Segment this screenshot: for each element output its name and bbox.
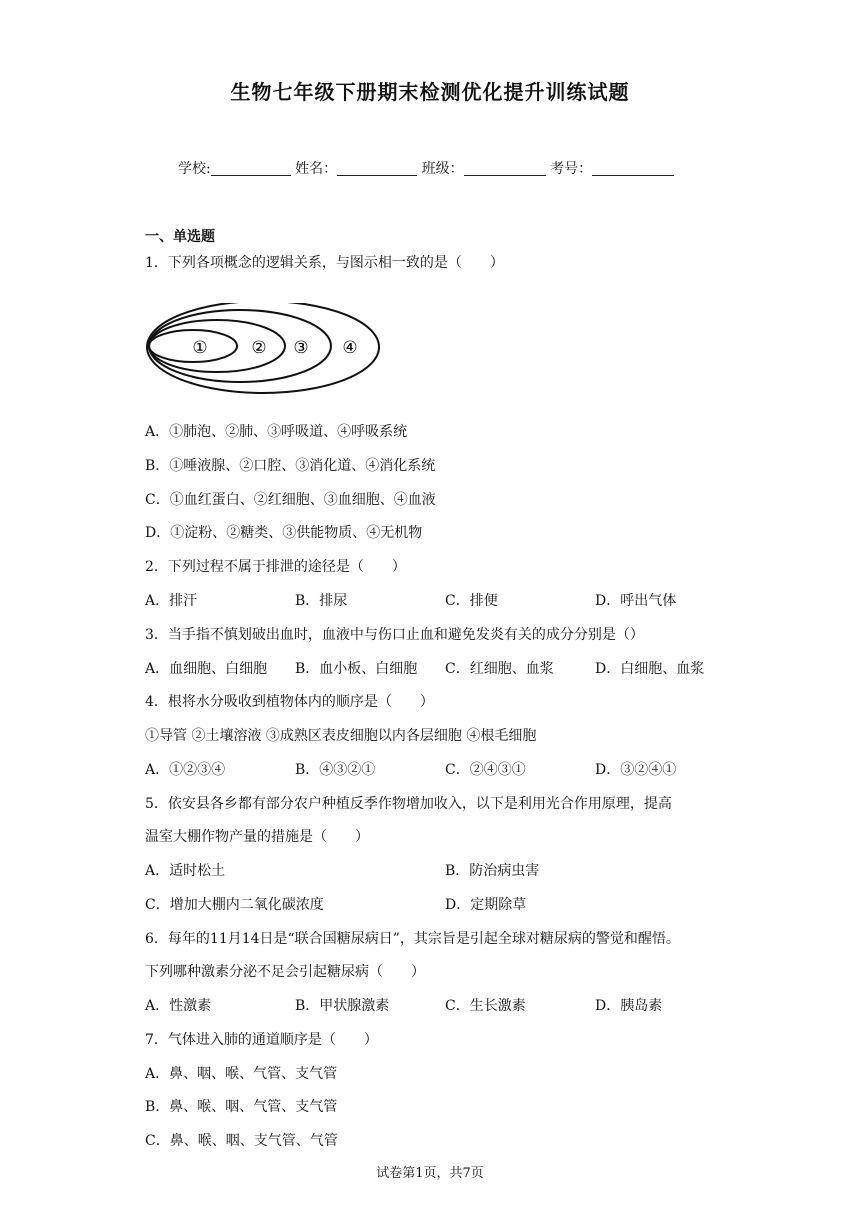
name-blank [337,159,417,176]
question-5-option-a: A．适时松土 [145,863,226,879]
question-6-option-b: B．甲状腺激素 [295,998,390,1014]
question-6-stem-continued: 下列哪种激素分泌不足会引起糖尿病（ ） [145,964,425,980]
question-5-option-c: C．增加大棚内二氧化碳浓度 [145,897,324,913]
question-7-option-b: B．鼻、喉、咽、气管、支气管 [145,1099,338,1115]
exam-number-blank [592,159,674,176]
diagram-label-4: ④ [342,338,358,358]
question-3-option-b: B．血小板、白细胞 [295,661,418,677]
question-4-stem: 4．根将水分吸收到植物体内的顺序是（ ） [145,694,434,710]
diagram-label-3: ③ [293,338,309,358]
class-blank [464,159,546,176]
question-2-option-b: B．排尿 [295,593,348,609]
class-label: 班级： [421,161,464,177]
question-3-stem: 3．当手指不慎划破出血时，血液中与伤口止血和避免发炎有关的成分分别是（） [145,627,644,643]
school-label: 学校: [178,161,211,177]
diagram-label-1: ① [192,338,208,358]
question-2-option-c: C．排便 [445,593,498,609]
question-1-option-b: B．①唾液腺、②口腔、③消化道、④消化系统 [145,458,436,474]
page-title: 生物七年级下册期末检测优化提升训练试题 [230,80,630,104]
question-5-stem: 5．依安县各乡都有部分农户种植反季作物增加收入，以下是利用光合作用原理，提高 [145,796,672,812]
question-1-option-d: D．①淀粉、②糖类、③供能物质、④无机物 [145,525,423,541]
question-1-option-c: C．①血红蛋白、②红细胞、③血细胞、④血液 [145,492,436,508]
diagram-label-2: ② [251,338,267,358]
question-6-stem: 6．每年的11月14日是“联合国糖尿病日”，其宗旨是引起全球对糖尿病的警觉和醒悟。 [145,931,680,947]
question-5-option-d: D．定期除草 [445,897,527,913]
page-footer: 试卷第1页，共7页 [376,1166,484,1181]
question-7-stem: 7．气体进入肺的通道顺序是（ ） [145,1032,378,1048]
question-3-option-c: C．红细胞、血浆 [445,661,554,677]
nested-ellipse-diagram [145,303,385,398]
name-label: 姓名： [295,161,338,177]
question-4-option-a: A．①②③④ [145,762,226,778]
question-6-option-c: C．生长激素 [445,998,526,1014]
question-5-option-b: B．防治病虫害 [445,863,540,879]
school-blank [211,159,291,176]
question-6-option-a: A．性激素 [145,998,212,1014]
question-6-option-d: D．胰岛素 [595,998,663,1014]
question-4-option-b: B．④③②① [295,762,376,778]
question-1-stem: 1．下列各项概念的逻辑关系，与图示相一致的是（ ） [145,255,504,271]
question-7-option-c: C．鼻、喉、咽、支气管、气管 [145,1133,338,1149]
question-5-stem-continued: 温室大棚作物产量的措施是（ ） [145,829,369,845]
question-1-option-a: A．①肺泡、②肺、③呼吸道、④呼吸系统 [145,424,408,440]
question-2-option-d: D．呼出气体 [595,593,677,609]
question-4-option-d: D．③②④① [595,762,677,778]
exam-number-label: 考号： [550,161,593,177]
question-7-option-a: A．鼻、咽、喉、气管、支气管 [145,1066,338,1082]
question-4-items: ①导管 ②土壤溶液 ③成熟区表皮细胞以内各层细胞 ④根毛细胞 [145,728,537,744]
question-2-stem: 2．下列过程不属于排泄的途径是（ ） [145,559,406,575]
question-3-option-d: D．白细胞、血浆 [595,661,705,677]
question-4-option-c: C．②④③① [445,762,526,778]
question-2-option-a: A．排汗 [145,593,198,609]
question-3-option-a: A．血细胞、白细胞 [145,661,268,677]
section-heading: 一、单选题 [145,229,215,245]
student-info-row [178,158,674,178]
